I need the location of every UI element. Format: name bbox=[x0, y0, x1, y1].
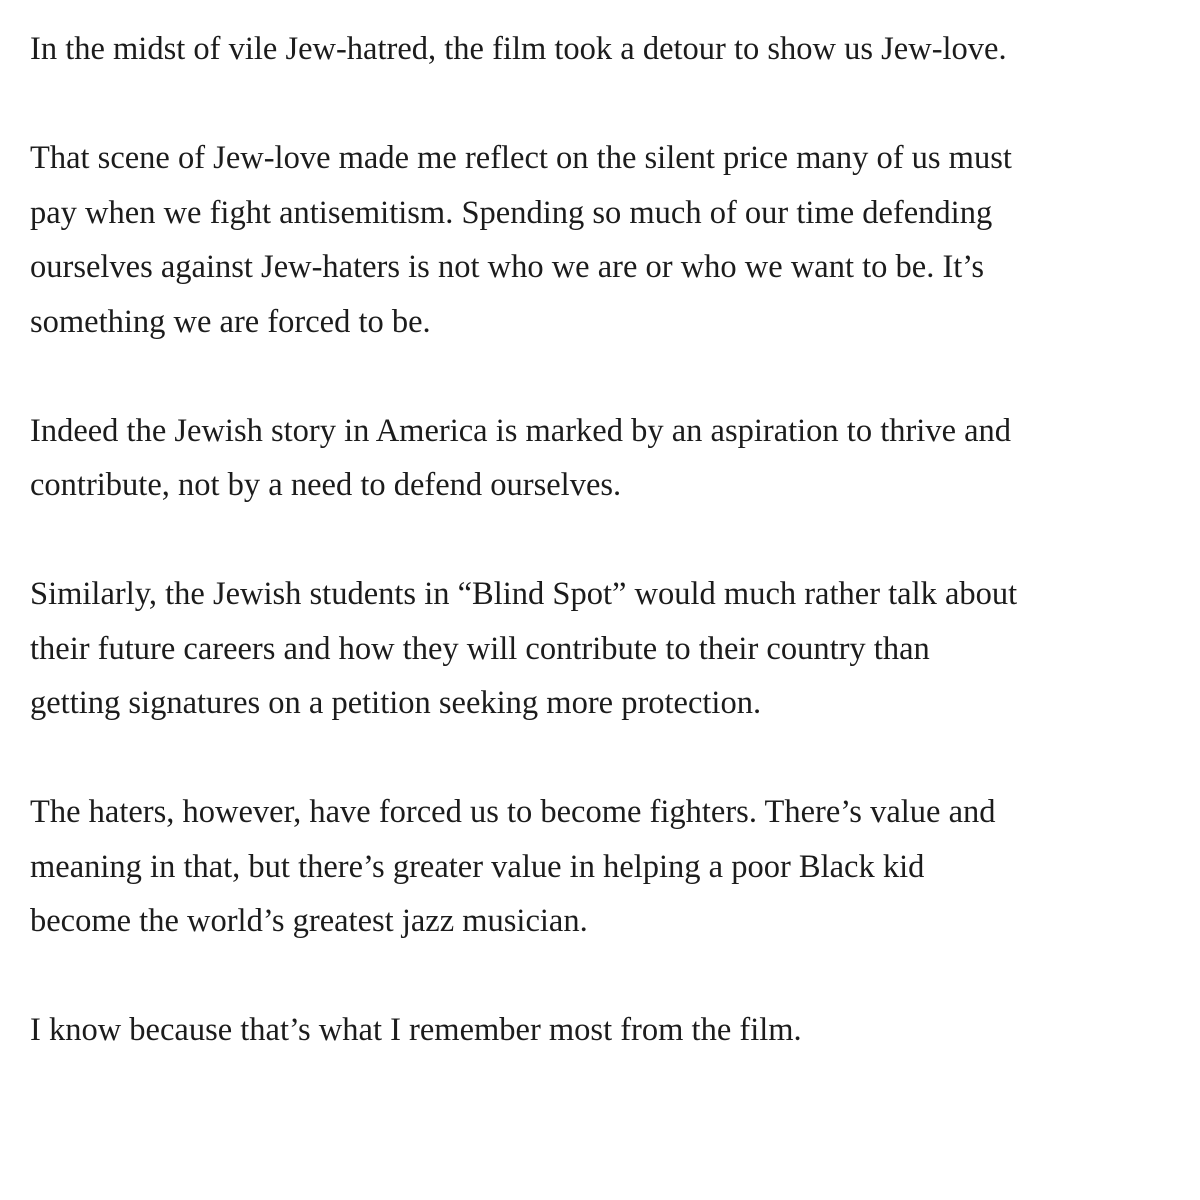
paragraph-line: Indeed the Jewish story in America is marked by an aspiration to thrive and bbox=[30, 412, 1012, 449]
paragraph-line: become the world’s greatest jazz musician. bbox=[30, 903, 588, 939]
paragraph-line: meaning in that, but there’s greater value in helping a poor Black kid bbox=[30, 848, 925, 885]
paragraph bbox=[30, 785, 1180, 949]
paragraph-line: Similarly, the Jewish students in “Blind Spot” would much rather talk about bbox=[30, 576, 1018, 612]
paragraph-line: That scene of Jew-love made me reflect on the silent price many of us must bbox=[30, 140, 1012, 176]
paragraph-line: contribute, not by a need to defend ourselves. bbox=[30, 467, 622, 503]
paragraph-line: getting signatures on a petition seeking more protection. bbox=[30, 685, 762, 721]
paragraph-line: something we are forced to be. bbox=[30, 303, 431, 340]
paragraph bbox=[30, 404, 1180, 513]
paragraph-line: I know because that’s what I remember most from the film. bbox=[30, 1012, 802, 1048]
paragraph-line: In the midst of vile Jew-hatred, the film took a detour to show us Jew-love. bbox=[30, 31, 1007, 67]
paragraph bbox=[30, 567, 1180, 731]
paragraph-line: pay when we fight antisemitism. Spending so much of our time defending bbox=[30, 194, 993, 231]
paragraph-line: their future careers and how they will contribute to their country than bbox=[30, 630, 930, 667]
paragraph bbox=[30, 131, 1180, 349]
paragraph bbox=[30, 1003, 1180, 1058]
paragraph bbox=[30, 22, 1180, 77]
paragraph-line: ourselves against Jew-haters is not who we are or who we want to be. It’s bbox=[30, 249, 984, 285]
paragraph-line: The haters, however, have forced us to become fighters. There’s value and bbox=[30, 794, 996, 830]
article-body bbox=[30, 22, 1180, 1112]
